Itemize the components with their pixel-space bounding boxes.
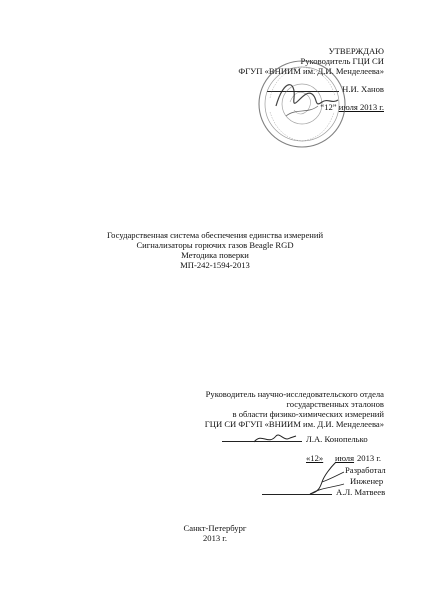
developer-position: Инженер bbox=[350, 476, 384, 486]
developer-name: А.Л. Матвеев bbox=[336, 487, 386, 497]
head-date-day: «12» bbox=[306, 453, 324, 463]
approval-name: Н.И. Ханов bbox=[342, 84, 384, 94]
title-line-2: Сигнализаторы горючих газов Beagle RGD bbox=[136, 240, 294, 250]
developer-label: Разработал bbox=[345, 465, 386, 475]
approval-heading: УТВЕРЖДАЮ bbox=[328, 46, 384, 56]
head-date-month: июля bbox=[335, 453, 355, 463]
head-signature-icon bbox=[250, 428, 300, 448]
head-of-department-block bbox=[144, 389, 384, 429]
document-title-block bbox=[100, 230, 330, 270]
footer-city: Санкт-Петербург bbox=[183, 523, 247, 533]
city-year-block bbox=[140, 523, 290, 543]
head-date-year: 2013 г. bbox=[357, 453, 382, 463]
official-seal-icon bbox=[256, 58, 348, 150]
head-line-3: в области физико-химических измерений bbox=[232, 409, 384, 419]
title-line-4: МП-242-1594-2013 bbox=[180, 260, 250, 270]
head-line-2: государственных эталонов bbox=[286, 399, 384, 409]
head-line-1: Руководитель научно-исследовательского отдела bbox=[205, 389, 384, 399]
approval-date-day: “12” bbox=[320, 102, 337, 112]
title-line-1: Государственная система обеспечения единства измерений bbox=[106, 230, 324, 240]
approval-position: Руководитель ГЦИ СИ bbox=[300, 56, 384, 66]
approval-date-rest: июля 2013 г. bbox=[338, 102, 384, 112]
head-line-4: ГЦИ СИ ФГУП «ВНИИМ им. Д.И. Менделеева» bbox=[204, 419, 384, 429]
approval-org: ФГУП «ВНИИМ им. Д.И. Менделеева» bbox=[238, 66, 384, 76]
footer-year: 2013 г. bbox=[202, 533, 228, 543]
head-name: Л.А. Конопелько bbox=[306, 434, 368, 444]
title-line-3: Методика поверки bbox=[181, 250, 249, 260]
